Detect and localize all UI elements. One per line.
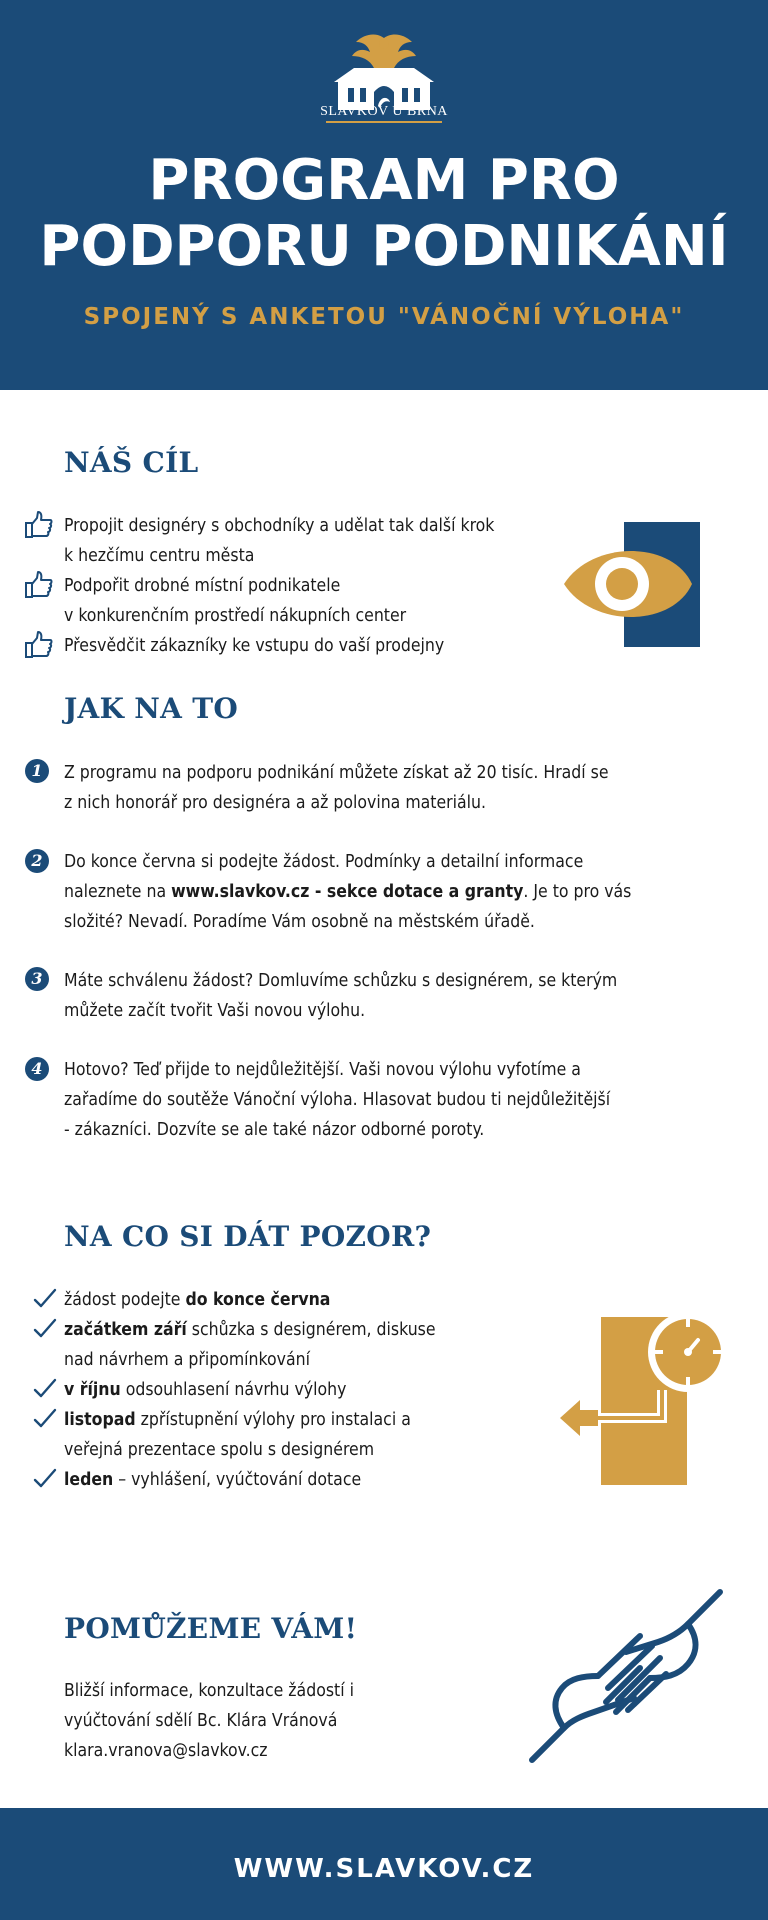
goal-item-2: Podpořit drobné místní podnikatele [64, 576, 341, 596]
step-4-line-2: zařadíme do soutěže Vánoční výloha. Hlasovat budou ti nejdůležitější [64, 1090, 611, 1110]
step-3-line-2: můžete začít tvořit Vaši novou výlohu. [64, 1001, 366, 1021]
step-number-1: 1 [25, 759, 49, 783]
title-line-1: PROGRAM PRO [148, 148, 620, 213]
grants-link[interactable]: www.slavkov.cz - sekce dotace a granty [171, 882, 524, 902]
eye-icon [562, 522, 702, 647]
step-2-line-2 [64, 877, 631, 907]
attention-item-4-post: zpřístupnění výlohy pro instalaci a [135, 1410, 411, 1430]
attention-item-1-pre: žádost podejte [64, 1290, 186, 1310]
check-icon [33, 1288, 57, 1310]
step-3-text [64, 966, 617, 1026]
attention-item-4-cont: veřejná prezentace spolu s designérem [64, 1440, 375, 1460]
attention-item-2 [64, 1315, 436, 1345]
handshake-icon [528, 1588, 724, 1764]
step-1-line-2: z nich honorář pro designéra a až polovina materiálu. [64, 793, 487, 813]
step-4-text [64, 1055, 610, 1145]
goal-heading: NÁŠ CÍL [64, 446, 199, 479]
check-icon [33, 1468, 57, 1490]
step-2-text-pre: naleznete na [64, 882, 172, 902]
clock-door-icon [558, 1312, 734, 1488]
step-3-line-1: Máte schválenu žádost? Domluvíme schůzku s designérem, se kterým [64, 971, 618, 991]
goal-item-1-cont: k hezčímu centru města [64, 546, 255, 566]
step-number-4: 4 [25, 1057, 49, 1081]
step-4-line-3: - zákazníci. Dozvíte se ale také názor odborné poroty. [64, 1120, 485, 1140]
check-icon [33, 1318, 57, 1340]
attention-item-1-bold: do konce června [185, 1290, 331, 1310]
logo-underline [326, 121, 442, 123]
attention-item-5-post: – vyhlášení, vyúčtování dotace [113, 1470, 362, 1490]
step-2-line-1: Do konce června si podejte žádost. Podmínky a detailní informace [64, 852, 584, 872]
attention-list [64, 1285, 436, 1495]
step-number-3: 3 [25, 967, 49, 991]
attention-item-3 [64, 1375, 436, 1405]
title-line-2: PODPORU PODNIKÁNÍ [39, 214, 729, 279]
check-icon [33, 1408, 57, 1430]
page-title [0, 148, 768, 280]
goal-list [64, 511, 494, 661]
help-line-1: Bližší informace, konzultace žádostí i [64, 1681, 354, 1701]
attention-heading: NA CO SI DÁT POZOR? [64, 1220, 432, 1253]
goal-item-1: Propojit designéry s obchodníky a udělat tak další krok [64, 516, 495, 536]
attention-item-2-bold: začátkem září [64, 1320, 187, 1340]
footer-url-link[interactable]: WWW.SLAVKOV.CZ [233, 1854, 535, 1884]
attention-item-4 [64, 1405, 436, 1435]
step-1-text [64, 758, 609, 818]
goal-item-3: Přesvědčit zákazníky ke vstupu do vaší prodejny [64, 636, 445, 656]
check-icon [33, 1378, 57, 1400]
step-1-line-1: Z programu na podporu podnikání můžete získat až 20 tisíc. Hradí se [64, 763, 609, 783]
attention-item-2-post: schůzka s designérem, diskuse [186, 1320, 436, 1340]
step-2-line-3: složité? Nevadí. Poradíme Vám osobně na městském úřadě. [64, 912, 535, 932]
help-line-2: vyúčtování sdělí Bc. Klára Vránová [64, 1711, 338, 1731]
step-4-line-1: Hotovo? Teď přijde to nejdůležitější. Vaši novou výlohu vyfotíme a [64, 1060, 581, 1080]
attention-item-2-cont: nad návrhem a připomínkování [64, 1350, 310, 1370]
goal-item-2-cont: v konkurenčním prostředí nákupních center [64, 606, 407, 626]
attention-item-3-post: odsouhlasení návrhu výlohy [120, 1380, 347, 1400]
page-subtitle: SPOJENÝ S ANKETOU "VÁNOČNÍ VÝLOHA" [83, 304, 685, 330]
thumbs-up-icon [24, 510, 54, 540]
thumbs-up-icon [24, 570, 54, 600]
help-heading: POMŮŽEME VÁM! [64, 1612, 358, 1645]
logo-text: SLAVKOV U BRNA [320, 104, 448, 119]
attention-item-4-bold: listopad [64, 1410, 136, 1430]
step-2-text-post: . Je to pro vás [523, 882, 632, 902]
step-2-text [64, 847, 631, 937]
attention-item-3-bold: v říjnu [64, 1380, 121, 1400]
help-text [64, 1676, 354, 1766]
how-heading: JAK NA TO [64, 692, 239, 725]
step-number-2: 2 [25, 849, 49, 873]
attention-item-5-bold: leden [64, 1470, 114, 1490]
contact-email[interactable]: klara.vranova@slavkov.cz [64, 1741, 268, 1761]
attention-item-1 [64, 1285, 436, 1315]
thumbs-up-icon [24, 630, 54, 660]
attention-item-5 [64, 1465, 436, 1495]
